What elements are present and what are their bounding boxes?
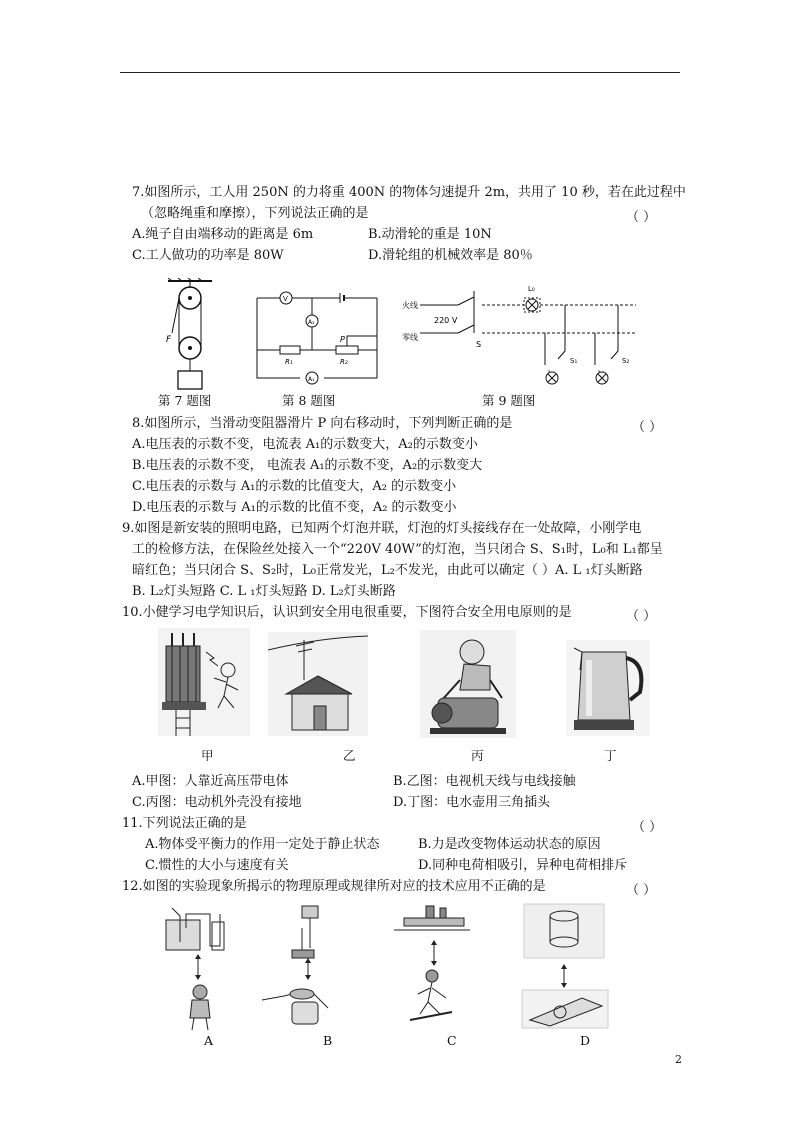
header-rule bbox=[120, 72, 680, 73]
q7-stem-line2: （忽略绳重和摩擦），下列说法正确的是 bbox=[141, 206, 369, 221]
q9-line1: 9.如图是新安装的照明电路，已知两个灯泡并联，灯泡的灯头接线存在一处故障，小刚学电 bbox=[122, 521, 642, 536]
slider-p-label: P bbox=[340, 335, 345, 344]
q10-fig-yi-caption: 乙 bbox=[343, 748, 356, 763]
q12-image-b bbox=[258, 898, 338, 1032]
q7-stem-line1: 7.如图所示，工人用 250N 的力将重 400N 的物体匀速提升 2m，共用了 10 秒，若在此过程中 bbox=[132, 185, 686, 200]
q8-option-b: B.电压表的示数不变， 电流表 A₁的示数不变，A₂的示数变大 bbox=[132, 458, 483, 473]
q11-option-a: A.物体受平衡力的作用一定处于静止状态 bbox=[145, 837, 380, 852]
electric-motor-image bbox=[420, 630, 516, 738]
q7-option-c: C.工人做功的功率是 80W bbox=[132, 248, 284, 263]
q11-option-d: D.同种电荷相吸引，异种电荷相排斥 bbox=[418, 858, 628, 873]
resistor-r1-label: R₁ bbox=[285, 358, 293, 366]
neutral-wire-label: 零线 bbox=[402, 333, 418, 342]
ammeter-a2-label: A₂ bbox=[308, 319, 315, 326]
q11-stem: 11.下列说法正确的是 bbox=[122, 816, 247, 831]
q12-caption-b: B bbox=[323, 1033, 333, 1048]
q10-fig-ding-caption: 丁 bbox=[604, 748, 617, 763]
q11-answer-paren: （ ） bbox=[632, 820, 663, 835]
q7-answer-paren: （ ） bbox=[626, 210, 657, 225]
q7-option-d: D.滑轮组的机械效率是 80％ bbox=[368, 248, 533, 263]
voltmeter-label: V bbox=[283, 295, 288, 303]
q12-image-d bbox=[516, 902, 612, 1032]
q12-caption-a: A bbox=[204, 1033, 214, 1048]
q12-caption-d: D bbox=[580, 1033, 591, 1048]
q8-option-d: D.电压表的示数与 A₁的示数的比值不变，A₂ 的示数变小 bbox=[132, 500, 457, 515]
fig8-caption: 第 8 题图 bbox=[282, 393, 336, 408]
voltage-label: 220 V bbox=[434, 316, 458, 325]
q8-answer-paren: （ ） bbox=[632, 420, 663, 435]
q8-stem: 8.如图所示，当滑动变阻器滑片 P 向右移动时，下列判断正确的是 bbox=[132, 416, 513, 431]
household-circuit-figure bbox=[400, 283, 640, 393]
tv-antenna-image bbox=[268, 632, 368, 736]
q9-line4: B. L₂灯头短路 C. L ₁灯头短路 D. L₂灯头断路 bbox=[132, 584, 396, 599]
q12-image-c bbox=[390, 902, 474, 1028]
high-voltage-image bbox=[158, 628, 250, 736]
q10-option-c: C.丙图：电动机外壳没有接地 bbox=[132, 795, 302, 810]
switch-s-label: S bbox=[476, 340, 482, 349]
q12-caption-c: C bbox=[447, 1033, 457, 1048]
q9-line2: 工的检修方法，在保险丝处接入一个“220V 40W”的灯泡，当只闭合 S、S₁时，L₀和 L₁都呈 bbox=[132, 542, 663, 557]
fig9-caption: 第 9 题图 bbox=[482, 393, 536, 408]
pulley-force-label: F bbox=[166, 335, 172, 345]
q7-option-b: B.动滑轮的重是 10N bbox=[368, 227, 492, 242]
q9-line3: 暗红色；当只闭合 S、S₂时，L₀正常发光，L₂不发光，由此可以确定（ ）A. L ₁灯头断路 bbox=[132, 563, 643, 578]
q10-option-b: B.乙图：电视机天线与电线接触 bbox=[393, 774, 576, 789]
lamp-l0-label: L₀ bbox=[528, 285, 535, 293]
q12-stem: 12.如图的实验现象所揭示的物理原理或规律所对应的技术应用不正确的是 bbox=[122, 879, 546, 894]
q10-option-a: A.甲图：人靠近高压带电体 bbox=[132, 774, 289, 789]
q8-option-c: C.电压表的示数与 A₁的示数的比值变大，A₂ 的示数变小 bbox=[132, 479, 457, 494]
q10-option-d: D.丁图：电水壶用三角插头 bbox=[393, 795, 551, 810]
page-number: 2 bbox=[675, 1053, 682, 1066]
live-wire-label: 火线 bbox=[402, 301, 418, 310]
q7-option-a: A.绳子自由端移动的距离是 6m bbox=[132, 227, 314, 242]
q12-image-a bbox=[160, 900, 240, 1032]
q11-option-c: C.惯性的大小与速度有关 bbox=[145, 858, 289, 873]
fig7-caption: 第 7 题图 bbox=[158, 393, 212, 408]
pulley-figure bbox=[160, 278, 220, 393]
q10-fig-bing-caption: 丙 bbox=[471, 748, 484, 763]
circuit-figure bbox=[252, 290, 382, 390]
q8-option-a: A.电压表的示数不变，电流表 A₁的示数变大，A₂的示数变小 bbox=[132, 437, 478, 452]
q10-fig-jia-caption: 甲 bbox=[201, 748, 214, 763]
q11-option-b: B.力是改变物体运动状态的原因 bbox=[418, 837, 601, 852]
q12-answer-paren: （ ） bbox=[626, 883, 657, 898]
electric-kettle-image bbox=[566, 640, 650, 736]
resistor-r2-label: R₂ bbox=[340, 358, 348, 366]
q10-answer-paren: （ ） bbox=[626, 609, 657, 624]
switch-s1-label: S₁ bbox=[570, 357, 578, 365]
switch-s2-label: S₂ bbox=[622, 357, 630, 365]
ammeter-a1-label: A₁ bbox=[308, 376, 315, 383]
q10-stem: 10.小健学习电学知识后，认识到安全用电很重要，下图符合安全用电原则的是 bbox=[122, 605, 572, 620]
